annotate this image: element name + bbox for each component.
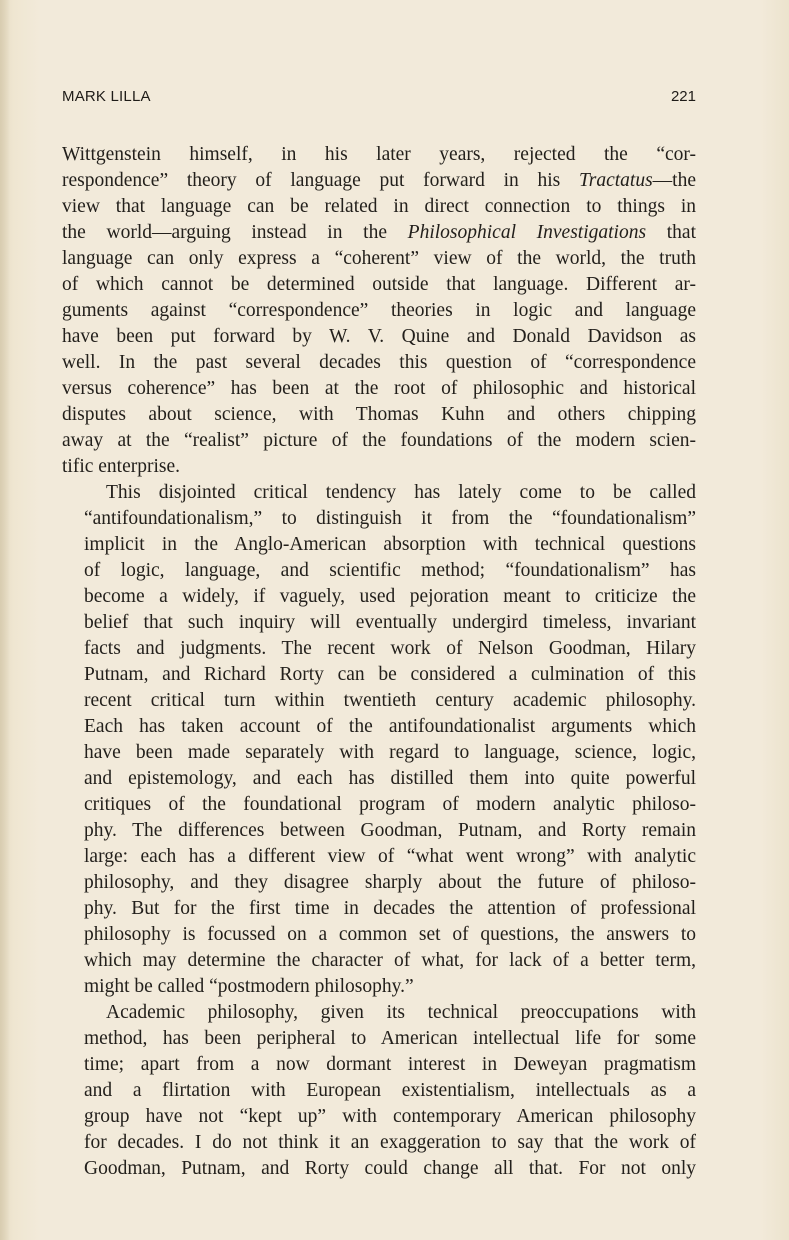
- italic-title: Philosophical Investigations: [407, 222, 647, 243]
- paragraph: [62, 142, 696, 480]
- text-line: have been made separately with regard to language, science, logic,: [84, 742, 696, 763]
- text-line: Goodman, Putnam, and Rorty could change all that. For not only: [84, 1158, 696, 1179]
- page-gutter-shadow: [0, 0, 10, 1240]
- text-line: phy. But for the first time in decades the attention of professional: [84, 898, 696, 919]
- text-line: implicit in the Anglo-American absorption with technical questions: [84, 534, 696, 555]
- text-line: method, has been peripheral to American intellectual life for some: [84, 1028, 696, 1049]
- text-line: might be called “postmodern philosophy.”: [84, 976, 414, 997]
- text-line: Wittgenstein himself, in his later years, rejected the “cor-: [62, 144, 696, 165]
- text-line: well. In the past several decades this question of “correspondence: [62, 352, 696, 373]
- text-line: critiques of the foundational program of modern analytic philoso-: [84, 794, 696, 815]
- text-line: language can only express a “coherent” view of the world, the truth: [62, 248, 696, 269]
- text-line: Putnam, and Richard Rorty can be considered a culmination of this: [84, 664, 696, 685]
- text-line: view that language can be related in direct connection to things in: [62, 196, 696, 217]
- text-line: belief that such inquiry will eventually undergird timeless, invariant: [84, 612, 696, 633]
- text-line: philosophy, and they disagree sharply about the future of philoso-: [84, 872, 696, 893]
- text-line: recent critical turn within twentieth century academic philosophy.: [84, 690, 696, 711]
- running-head: [62, 88, 696, 112]
- text-line: guments against “correspondence” theories in logic and language: [62, 300, 696, 321]
- body-text: [62, 142, 696, 1182]
- text-line: become a widely, if vaguely, used pejoration meant to criticize the: [84, 586, 696, 607]
- text-line: phy. The differences between Goodman, Putnam, and Rorty remain: [84, 820, 696, 841]
- text-line: This disjointed critical tendency has lately come to be called: [106, 482, 696, 503]
- text-line: group have not “kept up” with contemporary American philosophy: [84, 1106, 696, 1127]
- running-head-author: MARK LILLA: [62, 88, 151, 105]
- paragraph: [62, 1000, 696, 1182]
- text-line: Each has taken account of the antifoundationalist arguments which: [84, 716, 696, 737]
- text-line: large: each has a different view of “what went wrong” with analytic: [84, 846, 696, 867]
- text-line: have been put forward by W. V. Quine and Donald Davidson as: [62, 326, 696, 347]
- text-line: which may determine the character of what, for lack of a better term,: [84, 950, 696, 971]
- text-line: versus coherence” has been at the root of philosophic and historical: [62, 378, 696, 399]
- paragraph: [62, 480, 696, 1000]
- text-line: for decades. I do not think it an exaggeration to say that the work of: [84, 1132, 696, 1153]
- text-line: the world—arguing instead in the Philosophical Investigations that: [62, 222, 696, 243]
- text-line: and epistemology, and each has distilled them into quite powerful: [84, 768, 696, 789]
- text-line: time; apart from a now dormant interest in Deweyan pragmatism: [84, 1054, 696, 1075]
- text-line: tific enterprise.: [62, 456, 181, 477]
- text-line: respondence” theory of language put forward in his Tractatus—the: [62, 170, 696, 191]
- text-line: disputes about science, with Thomas Kuhn and others chipping: [62, 404, 696, 425]
- text-line: away at the “realist” picture of the foundations of the modern scien-: [62, 430, 696, 451]
- text-line: “antifoundationalism,” to distinguish it from the “foundationalism”: [84, 508, 696, 529]
- italic-title: Tractatus: [578, 170, 653, 191]
- text-line: of which cannot be determined outside that language. Different ar-: [62, 274, 696, 295]
- text-line: and a flirtation with European existentialism, intellectuals as a: [84, 1080, 696, 1101]
- page-number: 221: [670, 88, 696, 105]
- text-line: Academic philosophy, given its technical preoccupations with: [106, 1002, 696, 1023]
- text-line: of logic, language, and scientific method; “foundationalism” has: [84, 560, 696, 581]
- text-line: philosophy is focussed on a common set of questions, the answers to: [84, 924, 696, 945]
- text-line: facts and judgments. The recent work of Nelson Goodman, Hilary: [84, 638, 696, 659]
